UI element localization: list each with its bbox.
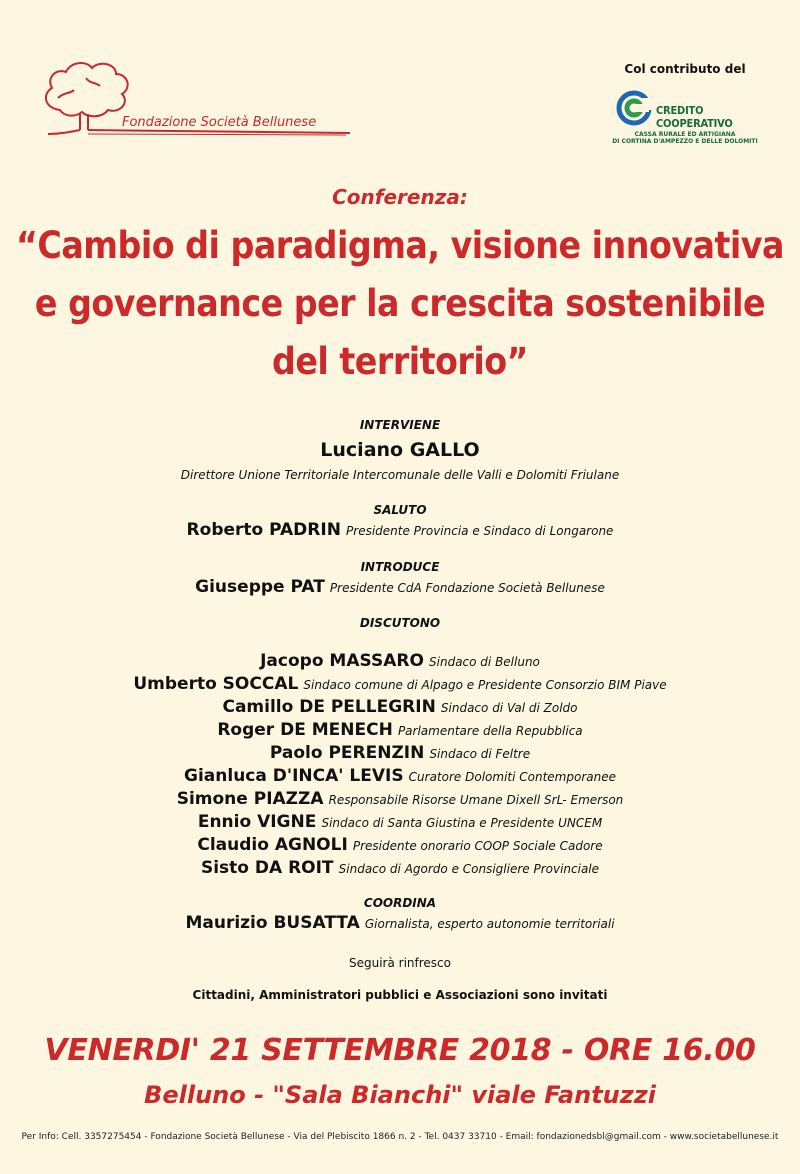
contact-info: Per Info: Cell. 3357275454 - Fondazione Società Bellunese - Via del Plebiscito 1866 n. 2 - Tel. 0437 33710 - Email: fondazionedsbl@gmail.com - www.societabellunese.it [21,1132,779,1142]
interviene-desc: Direttore Unione Territoriale Intercomunale delle Valli e Dolomiti Friulane [180,468,620,482]
coordina-name: Maurizio BUSATTA [185,913,360,933]
speaker-desc: Sindaco di Val di Zoldo [440,701,578,715]
org-name: Fondazione Società Bellunese [122,115,317,130]
discutono-label: DISCUTONO [359,616,441,630]
speaker-desc: Responsabile Risorse Umane Dixell SrL- Emerson [328,793,624,807]
speaker-name: Camillo DE PELLEGRIN [222,697,436,717]
conference-label: Conferenza: [332,185,468,209]
speaker-name: Roger DE MENECH [217,720,393,740]
coordina-row [0,913,800,933]
speaker-row [0,766,800,786]
bank-name-line1: CREDITO [656,104,704,117]
title-line-1: “Cambio di paradigma, visione innovativa [16,224,784,267]
speaker-desc: Sindaco di Agordo e Consigliere Provinciale [338,862,600,876]
sponsor-block [600,62,770,145]
sponsor-caption: Col contributo del [624,62,746,76]
speaker-desc: Sindaco di Belluno [429,655,540,669]
speaker-name: Simone PIAZZA [176,789,324,809]
event-date: VENERDI' 21 SETTEMBRE 2018 - ORE 16.00 [44,1033,756,1068]
bank-subtitle [610,131,760,145]
speaker-name: Sisto DA ROIT [200,858,334,878]
speaker-row [0,858,800,878]
speaker-name: Jacopo MASSARO [260,651,424,671]
speaker-row [0,743,800,763]
bank-name-line2: COOPERATIVO [656,117,733,130]
speaker-desc: Presidente onorario COOP Sociale Cadore [352,839,603,853]
speaker-row [0,697,800,717]
title-line-2: e governance per la crescita sostenibile [34,282,766,325]
interviene-name: Luciano GALLO [320,439,480,461]
speaker-row [0,835,800,855]
speaker-row [0,651,800,671]
introduce-label: INTRODUCE [360,560,440,574]
coordina-label: COORDINA [363,896,437,910]
speaker-desc: Sindaco di Feltre [429,747,531,761]
saluto-desc: Presidente Provincia e Sindaco di Longarone [346,524,614,538]
event-place: Belluno - "Sala Bianchi" viale Fantuzzi [144,1081,656,1109]
rinfresco-note: Seguirà rinfresco [349,956,451,970]
speaker-name: Umberto SOCCAL [133,674,299,694]
speaker-name: Ennio VIGNE [197,812,317,832]
introduce-desc: Presidente CdA Fondazione Società Bellunese [329,581,605,595]
speaker-name: Claudio AGNOLI [197,835,348,855]
speaker-desc: Parlamentare della Repubblica [397,724,583,738]
bank-subtitle-line2: DI CORTINA D'AMPEZZO E DELLE DOLOMITI [612,138,758,145]
speaker-desc: Curatore Dolomiti Contemporanee [408,770,616,784]
introduce-row [0,577,800,597]
bank-subtitle-line1: CASSA RURALE ED ARTIGIANA [634,131,736,138]
speaker-name: Paolo PERENZIN [269,743,425,763]
speaker-row [0,720,800,740]
saluto-row [0,520,800,540]
foundation-logo [40,58,360,138]
speaker-name: Gianluca D'INCA' LEVIS [184,766,404,786]
saluto-label: SALUTO [373,503,427,517]
interviene-label: INTERVIENE [359,418,441,432]
coordina-desc: Giornalista, esperto autonomie territoriali [364,917,615,931]
title-line-3: del territorio” [272,340,528,383]
speaker-row [0,812,800,832]
speaker-desc: Sindaco di Santa Giustina e Presidente UNCEM [321,816,603,830]
bank-logo [610,82,760,145]
speaker-row [0,789,800,809]
speaker-row [0,674,800,694]
speaker-desc: Sindaco comune di Alpago e Presidente Consorzio BIM Piave [303,678,667,692]
saluto-name: Roberto PADRIN [186,520,341,540]
invitation-note: Cittadini, Amministratori pubblici e Associazioni sono invitati [192,988,608,1002]
introduce-name: Giuseppe PAT [195,577,325,597]
